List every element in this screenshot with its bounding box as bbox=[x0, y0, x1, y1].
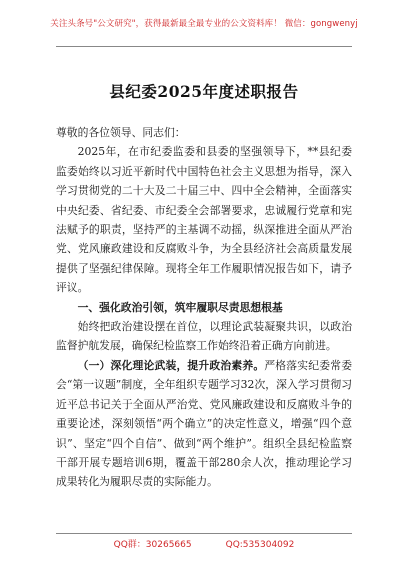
intro-paragraph: 2025年，在市纪委监委和县委的坚强领导下，**县纪委监委始终以习近平新时代中国特色社会主义思想为指导，深入学习贯彻党的二十大及二十届三中、四中全会精神，全面落实中央纪委、省纪委、市纪委全会部署要求，忠诚履行党章和宪法赋予的职责，坚持严的主基调不动摇，纵深推进全面从严治党、党风廉政建设和反腐败斗争，为全县经济社会高质量发展提供了坚强纪律保障。现将全年工作履职情况报告如下，请予评议。 bbox=[56, 145, 352, 295]
subsection-body: 严格落实纪委常委会“第一议题”制度，全年组织专题学习32次，深入学习贯彻习近平总书记关于全面从严治党、党风廉政建设和反腐败斗争的重要论述，深刻领悟“两个确立”的决定性意义，增强“四个意识”、坚定“四个自信”、做到“两个维护”。组织全县纪检监察干部开展专题培训6期，覆盖干部280余人次，推动理论学习成果转化为履职尽责的实际能力。 bbox=[56, 358, 353, 489]
subsection-paragraph bbox=[56, 356, 352, 492]
header-banner: 关注头条号"公文研究"，获得最新最全最专业的公文资料库！ 微信：gongwenyj bbox=[50, 19, 358, 29]
salutation: 尊敬的各位领导、同志们： bbox=[56, 126, 186, 139]
document-title: 县纪委2025年度述职报告 bbox=[109, 82, 299, 101]
header-divider bbox=[56, 46, 352, 47]
footer-contacts bbox=[0, 537, 408, 550]
footer-divider bbox=[56, 533, 352, 534]
footer-qq-group: QQ群：30265665 bbox=[113, 540, 192, 550]
subsection-heading: （一）深化理论武装，提升政治素养。 bbox=[77, 358, 265, 372]
section-intro-paragraph: 始终把政治建设摆在首位，以理论武装凝聚共识，以政治监督护航发展，确保纪检监察工作始终沿着正确方向前进。 bbox=[56, 320, 352, 353]
document-body bbox=[56, 123, 352, 492]
footer-qq: QQ:535304092 bbox=[225, 540, 295, 550]
section-heading: 一、强化政治引领，筑牢履职尽责思想根基 bbox=[77, 300, 283, 314]
